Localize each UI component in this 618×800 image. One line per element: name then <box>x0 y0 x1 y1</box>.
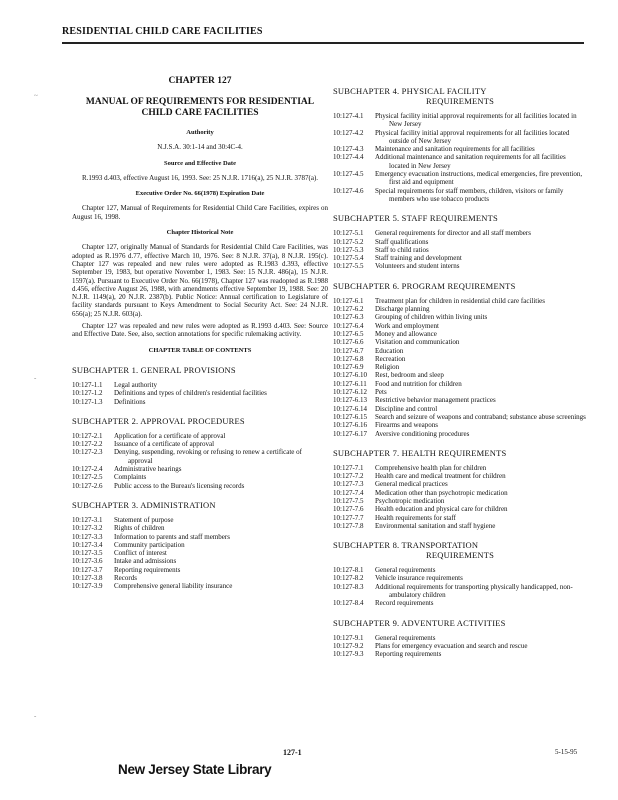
toc-entry <box>333 430 587 438</box>
toc-entry <box>333 388 587 396</box>
section-title: Education <box>375 346 404 355</box>
section-title: Public access to the Bureau's licensing records <box>114 481 245 490</box>
toc-entry <box>333 522 587 530</box>
authority-text: N.J.S.A. 30:1-14 and 30:4C-4. <box>157 143 243 152</box>
toc-entry <box>72 574 328 582</box>
section-number: 10:127-8.3 <box>333 582 364 591</box>
source-heading: Source and Effective Date <box>164 159 236 167</box>
section-title: Health education and physical care for children <box>375 505 508 514</box>
toc-entry <box>333 238 587 246</box>
section-number: 10:127-1.1 <box>72 380 103 389</box>
section-number: 10:127-6.12 <box>333 388 368 397</box>
section-title: Volunteers and student interns <box>375 262 460 271</box>
subchapter-heading <box>333 281 587 291</box>
toc-entry <box>72 465 328 473</box>
section-title: Reporting requirements <box>375 650 442 659</box>
section-title: General medical practices <box>375 480 448 489</box>
section-number: 10:127-5.4 <box>333 254 364 263</box>
section-number: 10:127-2.4 <box>72 465 103 474</box>
subchapter-heading: SUBCHAPTER 1. GENERAL PROVISIONS <box>72 364 236 375</box>
scan-mark: - <box>34 712 37 720</box>
toc-entry <box>333 322 587 330</box>
executive-order-heading: Executive Order No. 66(1978) Expiration Date <box>135 190 265 198</box>
toc-entry <box>333 380 587 388</box>
executive-order-text: Chapter 127, Manual of Requirements for Residential Child Care Facilities, expires on August 16, 1998. <box>72 204 328 221</box>
section-number: 10:127-8.2 <box>333 574 364 583</box>
toc-heading: CHAPTER TABLE OF CONTENTS <box>148 346 252 354</box>
toc-entry <box>72 541 328 549</box>
section-title: Treatment plan for children in residential child care facilities <box>375 296 546 305</box>
section-title: Health requirements for staff <box>375 513 456 522</box>
section-title: Money and allowance <box>375 329 437 338</box>
section-number: 10:127-6.17 <box>333 429 368 438</box>
subchapter-heading-line: SUBCHAPTER 7. HEALTH REQUIREMENTS <box>333 447 507 458</box>
section-number: 10:127-4.2 <box>333 128 364 137</box>
subchapter-heading: SUBCHAPTER 3. ADMINISTRATION <box>72 499 216 510</box>
section-number: 10:127-7.8 <box>333 521 364 530</box>
section-number: 10:127-6.5 <box>333 329 364 338</box>
toc-entry <box>72 473 328 481</box>
subchapter-heading-line: SUBCHAPTER 8. TRANSPORTATION <box>333 540 479 551</box>
toc-entry <box>333 405 587 413</box>
toc-entry <box>333 464 587 472</box>
section-title: Statement of purpose <box>114 515 174 524</box>
section-number: 10:127-4.3 <box>333 145 364 154</box>
section-title: Vehicle insurance requirements <box>375 574 463 583</box>
toc-entry <box>333 153 587 170</box>
toc-entry <box>333 297 587 305</box>
toc-entry <box>333 421 587 429</box>
scan-mark: - <box>34 374 37 382</box>
section-title: Grouping of children within living units <box>375 313 488 322</box>
section-number: 10:127-3.1 <box>72 515 103 524</box>
section-title: Discharge planning <box>375 305 430 314</box>
toc-entry <box>333 145 587 153</box>
section-number: 10:127-3.4 <box>72 540 103 549</box>
toc-entry <box>72 432 328 440</box>
section-number: 10:127-6.6 <box>333 338 364 347</box>
toc-entry <box>72 533 328 541</box>
toc-entry <box>72 582 328 590</box>
toc-entry <box>333 338 587 346</box>
toc-entry <box>333 650 587 658</box>
section-title: General requirements for director and all staff members <box>375 229 531 238</box>
section-number: 10:127-7.7 <box>333 513 364 522</box>
section-number: 10:127-3.9 <box>72 582 103 591</box>
section-number: 10:127-7.1 <box>333 463 364 472</box>
subchapter-heading-line: REQUIREMENTS <box>425 550 495 561</box>
toc-entry <box>72 381 328 389</box>
subchapter-heading-line: SUBCHAPTER 6. PROGRAM REQUIREMENTS <box>333 280 516 291</box>
historical-note-text: Chapter 127 was repealed and new rules were adopted as R.1993 d.403. See: Source and Effective Date. See, also, section annotations for specific rulemaking activity. <box>72 322 328 339</box>
section-number: 10:127-2.2 <box>72 440 103 449</box>
header-rule <box>62 42 584 44</box>
section-title: Denying, suspending, revoking or refusing to renew a certificate of approval <box>114 448 302 465</box>
section-number: 10:127-6.16 <box>333 421 368 430</box>
section-number: 10:127-5.3 <box>333 245 364 254</box>
toc-entry <box>333 480 587 488</box>
toc-entry <box>72 389 328 397</box>
section-number: 10:127-7.2 <box>333 472 364 481</box>
left-toc <box>72 365 328 591</box>
section-title: Medication other than psychotropic medication <box>375 488 508 497</box>
section-title: Definitions <box>114 397 146 406</box>
section-number: 10:127-6.14 <box>333 404 368 413</box>
section-number: 10:127-7.4 <box>333 488 364 497</box>
section-number: 10:127-7.6 <box>333 505 364 514</box>
toc-entry <box>72 448 328 465</box>
section-title: Comprehensive general liability insurance <box>114 582 233 591</box>
toc-entry <box>333 170 587 187</box>
section-title: Staff to child ratios <box>375 245 429 254</box>
section-title: Additional requirements for transporting physically handicapped, non-ambulatory children <box>375 582 573 600</box>
right-column <box>333 76 587 659</box>
section-number: 10:127-9.2 <box>333 641 364 650</box>
toc-entry <box>333 574 587 582</box>
section-number: 10:127-6.9 <box>333 363 364 372</box>
section-title: Community participation <box>114 540 185 549</box>
section-title: Additional maintenance and sanitation requirements for all facilities located in New Jersey <box>375 153 566 170</box>
section-title: Application for a certificate of approval <box>114 431 226 440</box>
toc-entry <box>333 634 587 642</box>
section-number: 10:127-6.10 <box>333 371 368 380</box>
section-number: 10:127-6.15 <box>333 412 368 421</box>
subchapter-heading-line: SUBCHAPTER 4. PHYSICAL FACILITY <box>333 86 487 96</box>
section-number: 10:127-2.5 <box>72 473 103 482</box>
section-title: Visitation and communication <box>375 338 460 347</box>
source-text: R.1993 d.403, effective August 16, 1993. See: 25 N.J.R. 1716(a), 25 N.J.R. 3787(a). <box>81 173 319 182</box>
section-title: Work and employment <box>375 321 439 330</box>
section-number: 10:127-6.4 <box>333 321 364 330</box>
toc-entry <box>333 246 587 254</box>
left-column <box>72 76 328 591</box>
section-title: Information to parents and staff members <box>114 532 230 541</box>
section-number: 10:127-3.8 <box>72 573 103 582</box>
section-number: 10:127-8.4 <box>333 599 364 608</box>
section-number: 10:127-9.3 <box>333 650 364 659</box>
manual-title: MANUAL OF REQUIREMENTS FOR RESIDENTIAL CHILD CARE FACILITIES <box>85 97 315 118</box>
section-title: Maintenance and sanitation requirements for all facilities <box>375 145 535 154</box>
toc-entry <box>333 262 587 270</box>
section-number: 10:127-5.5 <box>333 262 364 271</box>
section-number: 10:127-6.13 <box>333 396 368 405</box>
toc-entry <box>72 516 328 524</box>
subchapter-heading <box>333 86 587 106</box>
section-title: Food and nutrition for children <box>375 379 462 388</box>
section-number: 10:127-5.1 <box>333 229 364 238</box>
section-title: Recreation <box>375 354 406 363</box>
section-number: 10:127-2.6 <box>72 481 103 490</box>
section-number: 10:127-4.4 <box>333 153 364 162</box>
section-title: Physical facility initial approval requirements for all facilities located in New Jersey <box>375 112 577 129</box>
toc-entry <box>72 440 328 448</box>
section-title: Plans for emergency evacuation and search and rescue <box>375 641 528 650</box>
toc-entry <box>72 566 328 574</box>
section-number: 10:127-2.3 <box>72 448 103 457</box>
section-number: 10:127-6.11 <box>333 379 367 388</box>
toc-entry <box>333 514 587 522</box>
subchapter-heading <box>333 618 587 628</box>
section-number: 10:127-3.6 <box>72 557 103 566</box>
authority-heading: Authority <box>186 129 214 136</box>
section-number: 10:127-3.3 <box>72 532 103 541</box>
toc-entry <box>333 396 587 404</box>
section-title: Discipline and control <box>375 404 438 413</box>
section-title: Issuance of a certificate of approval <box>114 440 215 449</box>
section-title: Emergency evacuation instructions, medical emergencies, fire prevention, first aid and equipment <box>375 170 583 187</box>
page-date: 5-15-95 <box>555 748 578 756</box>
toc-entry <box>333 229 587 237</box>
right-toc <box>333 86 587 659</box>
historical-note-heading: Chapter Historical Note <box>166 229 234 237</box>
toc-entry <box>333 566 587 574</box>
section-title: Legal authority <box>114 380 157 389</box>
section-number: 10:127-3.5 <box>72 549 103 558</box>
section-title: Firearms and weapons <box>375 421 438 430</box>
section-title: Psychotropic medication <box>375 496 445 505</box>
section-title: Conflict of interest <box>114 549 167 558</box>
section-title: Pets <box>375 388 387 397</box>
section-title: Special requirements for staff members, children, visitors or family members who use tobacco products <box>375 186 564 203</box>
toc-entry <box>333 583 587 600</box>
section-title: Records <box>114 573 137 582</box>
section-title: Staff training and development <box>375 254 462 263</box>
section-title: Aversive conditioning procedures <box>375 429 470 438</box>
toc-entry <box>333 472 587 480</box>
chapter-title: CHAPTER 127 <box>168 76 232 86</box>
section-number: 10:127-8.1 <box>333 566 364 575</box>
toc-entry <box>72 524 328 532</box>
section-title: Physical facility initial approval requirements for all facilities located outside of New Jersey <box>375 128 570 145</box>
toc-entry <box>333 371 587 379</box>
section-number: 10:127-4.6 <box>333 186 364 195</box>
section-title: General requirements <box>375 633 436 642</box>
section-title: Intake and admissions <box>114 557 177 566</box>
toc-entry <box>333 363 587 371</box>
toc-entry <box>333 505 587 513</box>
running-header: RESIDENTIAL CHILD CARE FACILITIES <box>62 26 263 37</box>
toc-entry <box>333 330 587 338</box>
section-title: Comprehensive health plan for children <box>375 463 487 472</box>
section-title: Restrictive behavior management practices <box>375 396 496 405</box>
section-number: 10:127-6.3 <box>333 313 364 322</box>
subchapter-heading-line: SUBCHAPTER 9. ADVENTURE ACTIVITIES <box>333 617 506 628</box>
toc-entry <box>333 305 587 313</box>
subchapter-heading <box>333 540 587 560</box>
toc-entry <box>333 313 587 321</box>
section-number: 10:127-2.1 <box>72 431 103 440</box>
toc-entry <box>333 413 587 421</box>
toc-entry <box>333 489 587 497</box>
section-title: Rights of children <box>114 524 165 533</box>
section-title: Religion <box>375 363 400 372</box>
toc-entry <box>333 497 587 505</box>
section-title: Rest, bedroom and sleep <box>375 371 444 380</box>
section-title: Definitions and types of children's residential facilities <box>114 389 267 398</box>
section-title: Record requirements <box>375 599 434 608</box>
toc-entry <box>333 347 587 355</box>
toc-entry <box>72 398 328 406</box>
toc-entry <box>72 482 328 490</box>
section-title: Reporting requirements <box>114 565 181 574</box>
section-number: 10:127-9.1 <box>333 633 364 642</box>
subchapter-heading <box>333 213 587 223</box>
subchapter-heading-line: SUBCHAPTER 5. STAFF REQUIREMENTS <box>333 213 498 224</box>
toc-entry <box>333 112 587 129</box>
section-number: 10:127-6.8 <box>333 354 364 363</box>
section-title: Complaints <box>114 473 147 482</box>
toc-entry <box>333 599 587 607</box>
subchapter-heading: SUBCHAPTER 2. APPROVAL PROCEDURES <box>72 415 245 426</box>
section-title: Staff qualifications <box>375 237 429 246</box>
toc-entry <box>333 254 587 262</box>
section-number: 10:127-1.3 <box>72 397 103 406</box>
toc-entry <box>333 129 587 146</box>
scan-mark: ~ <box>34 92 38 100</box>
toc-entry <box>333 642 587 650</box>
section-number: 10:127-5.2 <box>333 237 364 246</box>
section-title: General requirements <box>375 566 436 575</box>
toc-entry <box>333 187 587 204</box>
section-title: Administrative hearings <box>114 465 182 474</box>
section-title: Environmental sanitation and staff hygiene <box>375 521 496 530</box>
section-title: Search and seizure of weapons and contraband; substance abuse screenings <box>375 412 586 421</box>
section-number: 10:127-4.1 <box>333 112 364 120</box>
section-number: 10:127-7.3 <box>333 480 364 489</box>
library-stamp: New Jersey State Library <box>118 762 272 777</box>
section-number: 10:127-1.2 <box>72 389 103 398</box>
section-title: Health care and medical treatment for children <box>375 472 506 481</box>
historical-note-text: Chapter 127, originally Manual of Standards for Residential Child Care Facilities, was adopted as R.1976 d.77, effective March 10, 1976. See: 8 N.J.R. 37(a), 8 N.J.R. 195(c). Chapter 127 was repealed and new rules were adopted as R.1983 d.393, effective September 19, 1983, but operative November 1, 1983. See: 15 N.J.R. 486(a), 15 N.J.R. 1597(a). Pursuant to Executive Order No. 66(1978), Chapter 127 was readopted as R.1988 d.456, effective August 26, 1988, with amendments effective September 19, 1988. See: 20 N.J.R. 1149(a), 20 N.J.R. 2387(b). Public Notice: Annual certification to Legislature of facility standards pursuant to Keys Amendment to Social Security Act. See: 24 N.J.R. 656(a); 25 N.J.R. 603(a). <box>72 243 328 318</box>
section-number: 10:127-3.2 <box>72 524 103 533</box>
section-number: 10:127-4.5 <box>333 170 364 179</box>
section-number: 10:127-7.5 <box>333 496 364 505</box>
section-number: 10:127-6.7 <box>333 346 364 355</box>
section-number: 10:127-3.7 <box>72 565 103 574</box>
toc-entry <box>72 549 328 557</box>
section-number: 10:127-6.1 <box>333 296 364 305</box>
toc-entry <box>333 355 587 363</box>
subchapter-heading-line: REQUIREMENTS <box>425 96 495 106</box>
page-number: 127-1 <box>283 748 302 757</box>
toc-entry <box>72 557 328 565</box>
subchapter-heading <box>333 448 587 458</box>
section-number: 10:127-6.2 <box>333 305 364 314</box>
